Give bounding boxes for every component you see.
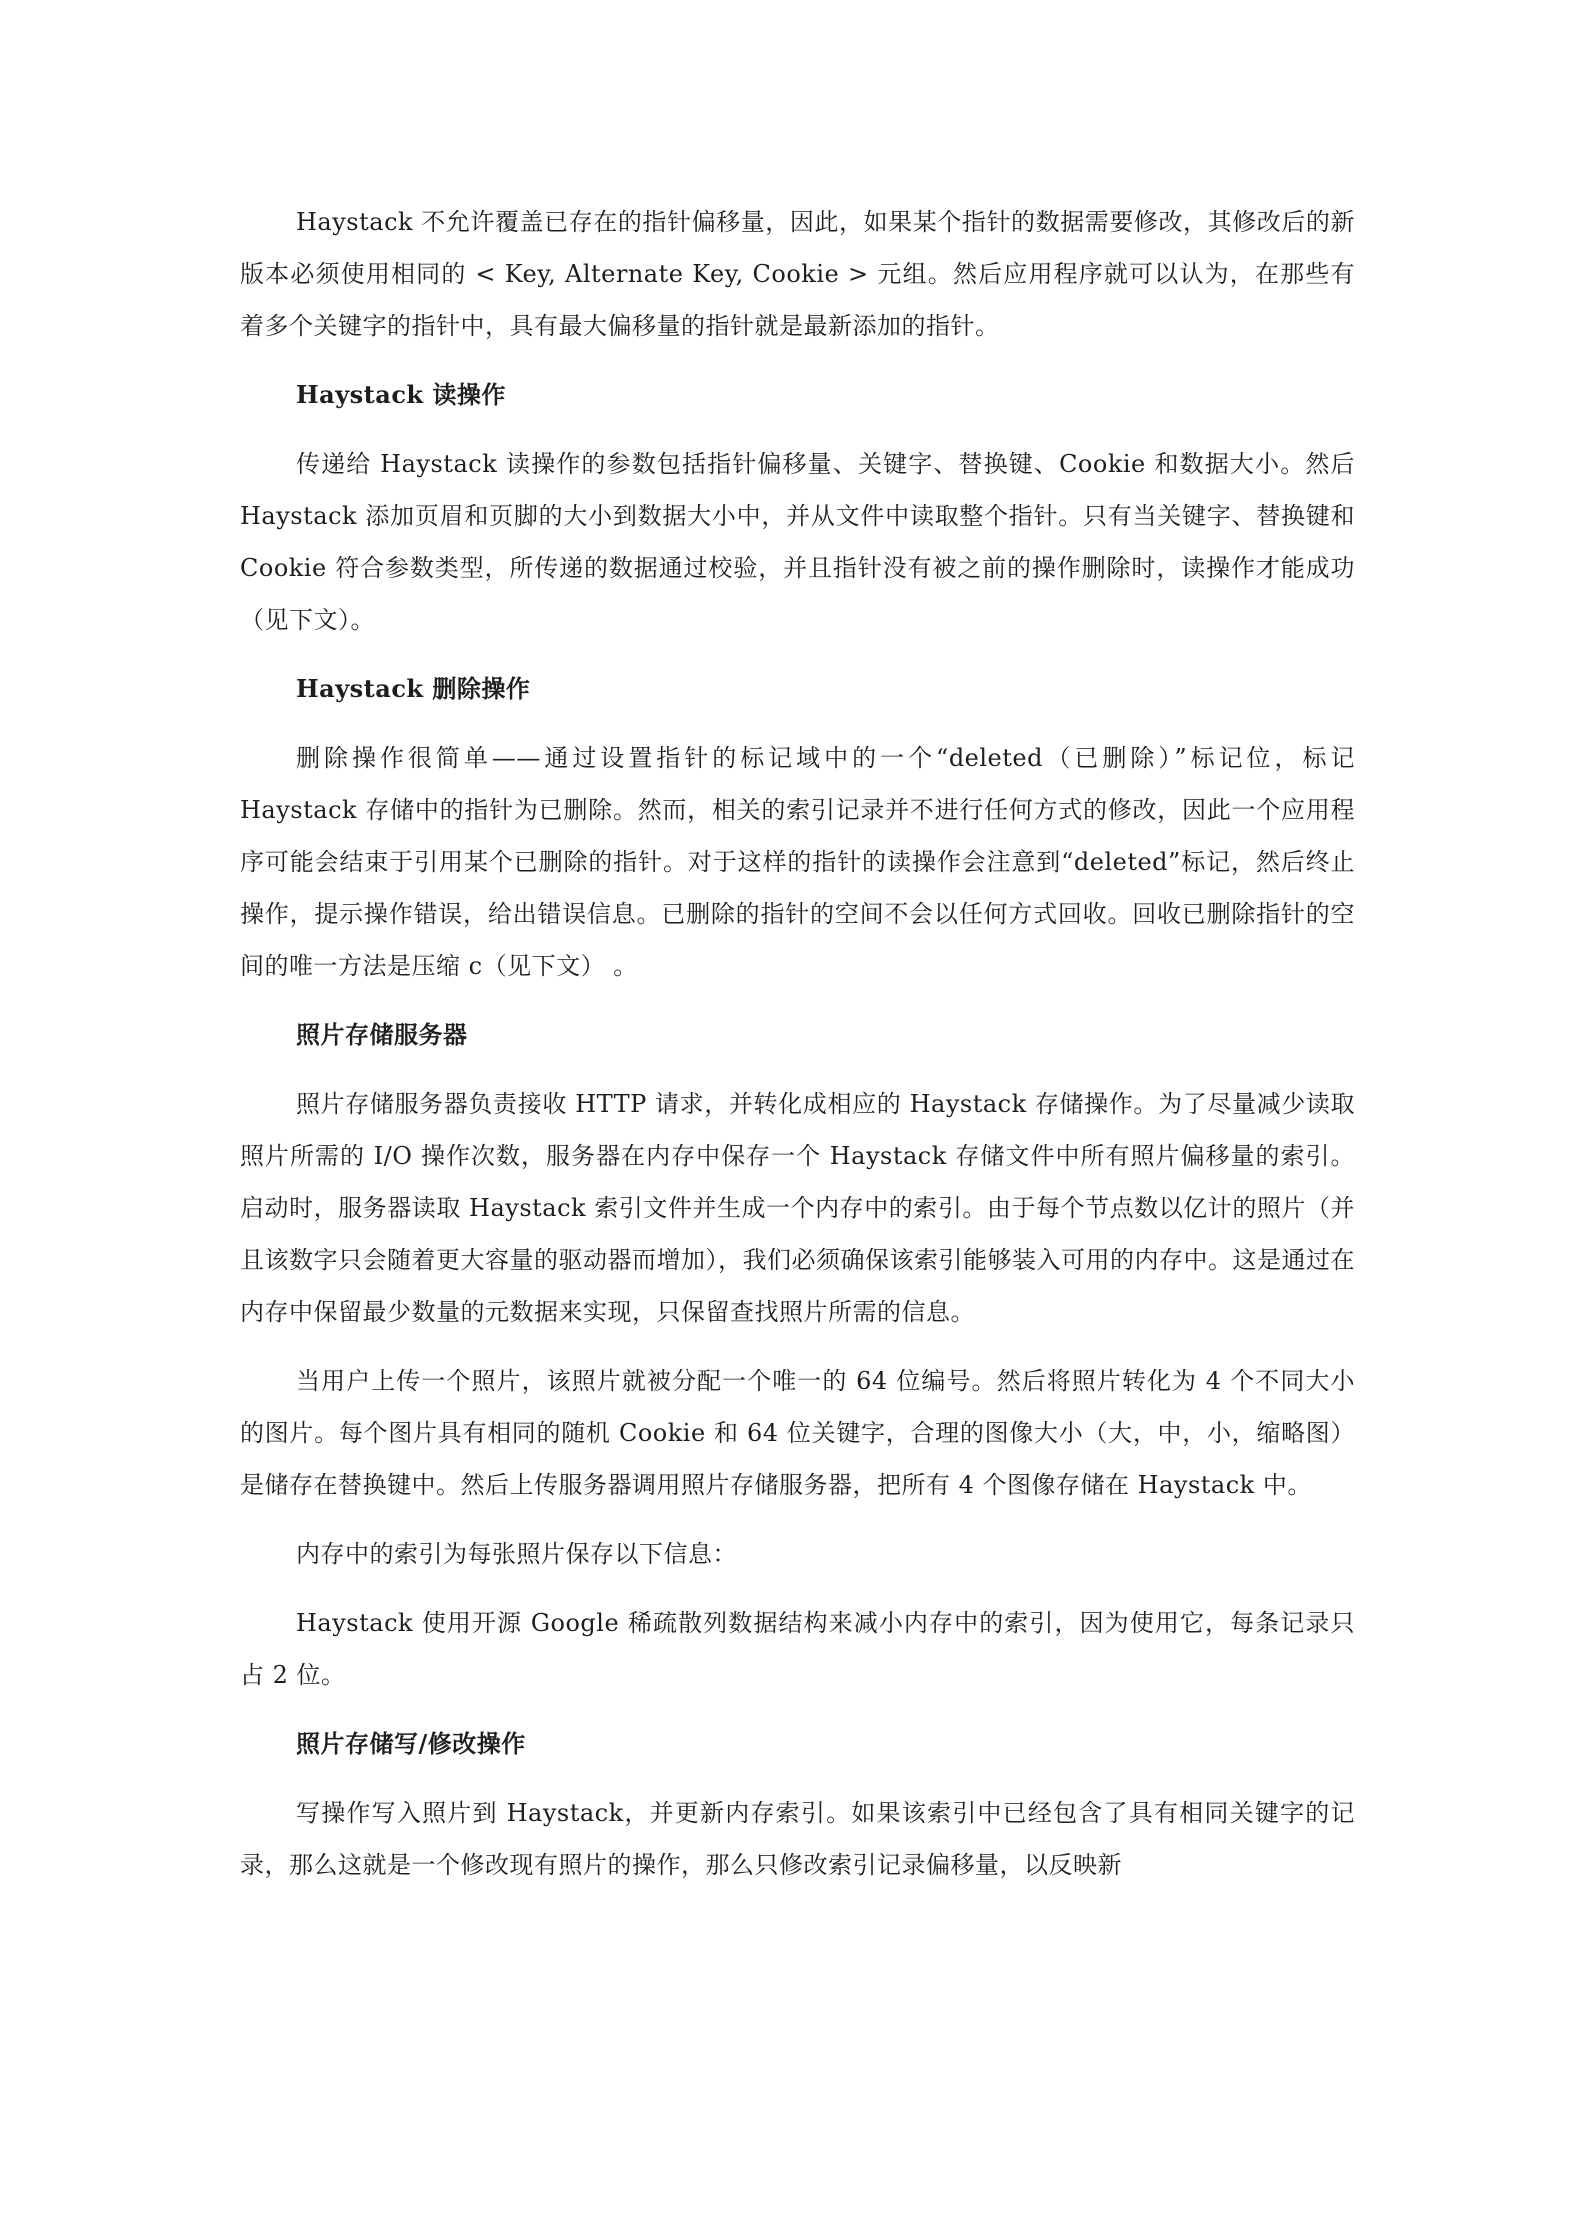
paragraph-sparse-hash: Haystack 使用开源 Google 稀疏散列数据结构来减小内存中的索引，因为使用它，每条记录只占 2 位。: [240, 1609, 1355, 1689]
heading-read-operation: Haystack 读操作: [296, 380, 506, 409]
paragraph-photo-upload: 当用户上传一个照片，该照片就被分配一个唯一的 64 位编号。然后将照片转化为 4 个不同大小的图片。每个图片具有相同的随机 Cookie 和 64 位关键字，合理的图像大小（大，中，小，缩略图）是储存在替换键中。然后上传服务器调用照片存储服务器，把所有 4 个图像存储在 Haystack 中。: [240, 1367, 1355, 1499]
paragraph-photo-store-server: 照片存储服务器负责接收 HTTP 请求，并转化成相应的 Haystack 存储操作。为了尽量减少读取照片所需的 I/O 操作次数，服务器在内存中保存一个 Haystack 存储文件中所有照片偏移量的索引。启动时，服务器读取 Haystack 索引文件并生成一个内存中的索引。由于每个节点数以亿计的照片（并且该数字只会随着更大容量的驱动器而增加），我们必须确保该索引能够装入可用的内存中。这是通过在内存中保留最少数量的元数据来实现，只保留查找照片所需的信息。: [240, 1090, 1355, 1326]
document-page: [240, 196, 1355, 1891]
heading-delete-operation: Haystack 删除操作: [296, 674, 531, 703]
heading-write-modify-operation: 照片存储写/修改操作: [296, 1729, 526, 1758]
paragraph-delete-operation: 删除操作很简单——通过设置指针的标记域中的一个“deleted（已删除）”标记位，标记 Haystack 存储中的指针为已删除。然而，相关的索引记录并不进行任何方式的修改，因此一个应用程序可能会结束于引用某个已删除的指针。对于这样的指针的读操作会注意到“deleted”标记，然后终止操作，提示操作错误，给出错误信息。已删除的指针的空间不会以任何方式回收。回收已删除指针的空间的唯一方法是压缩 c（见下文） 。: [240, 744, 1355, 980]
paragraph-offset-overwrite: Haystack 不允许覆盖已存在的指针偏移量，因此，如果某个指针的数据需要修改，其修改后的新版本必须使用相同的 < Key, Alternate Key, Cookie > 元组。然后应用程序就可以认为，在那些有着多个关键字的指针中，具有最大偏移量的指针就是最新添加的指针。: [240, 208, 1355, 340]
paragraph-write-operation: 写操作写入照片到 Haystack，并更新内存索引。如果该索引中已经包含了具有相同关键字的记录，那么这就是一个修改现有照片的操作，那么只修改索引记录偏移量，以反映新: [240, 1799, 1355, 1879]
paragraph-read-operation: 传递给 Haystack 读操作的参数包括指针偏移量、关键字、替换键、Cookie 和数据大小。然后 Haystack 添加页眉和页脚的大小到数据大小中，并从文件中读取整个指针。只有当关键字、替换键和 Cookie 符合参数类型，所传递的数据通过校验，并且指针没有被之前的操作删除时，读操作才能成功（见下文）。: [240, 450, 1355, 634]
paragraph-in-memory-index: 内存中的索引为每张照片保存以下信息：: [296, 1540, 737, 1568]
heading-photo-store-server: 照片存储服务器: [296, 1020, 468, 1049]
